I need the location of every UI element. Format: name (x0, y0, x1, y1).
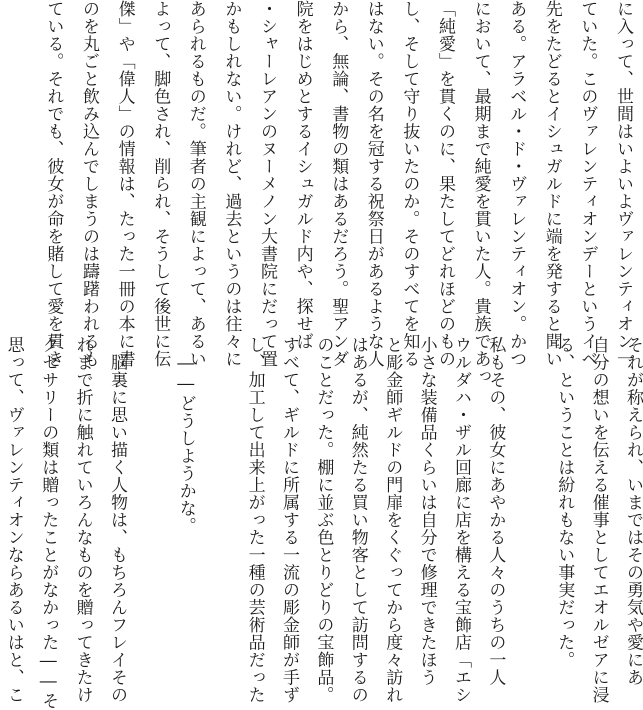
text-line: クセサリーの類は贈ったことがなかった――そ (38, 336, 59, 710)
text-line: れまで折に触れていろんなものを贈ってきたけ (72, 336, 93, 704)
text-line: し、加工して出来上がった一種の芸術品だった (244, 336, 265, 704)
text-line: し、そして守り抜いたのか。そのすべてを知る (399, 0, 420, 368)
text-line: 院をはじめとするイシュガルド内や、探せば (292, 0, 313, 350)
text-line: から、無論、書物の類はあるだろう。聖アンダ (328, 0, 349, 368)
text-line: 脳裏に思い描く人物は、もちろんフレイその (107, 336, 127, 704)
text-line: ある。アラベル・ド・ヴァレンティオン。かつ (506, 0, 527, 368)
text-line: において、最期まで純愛を貫いた人。貴族であっ (470, 0, 491, 385)
text-line: 傑」や「偉人」の情報は、たった一冊の本に書 (114, 0, 135, 368)
text-line: 小さな装備品くらいは自分で修理できたほう (416, 336, 437, 686)
text-line: る、ということは紛れもない事実だった。 (554, 336, 575, 669)
text-line: ・シャーレアンのヌーメノン大書院にだって置 (257, 0, 277, 368)
text-line: あられるものだ。筆者の主観によって、あるい (185, 0, 206, 368)
text-line: ウルダハ・ザル回廊に店を構える宝飾店「エシ (451, 336, 471, 704)
text-line: に入って、世間はいよいよヴァレンティオン一 (613, 0, 633, 368)
text-line: 先をたどるとイシュガルドに端を発すると聞い (541, 0, 562, 368)
text-line: かもしれない。けれど、過去というのは往々に (221, 0, 242, 368)
text-line: はあるが、純然たる買い物客として訪問するの (347, 336, 368, 704)
text-line: 自分の想いを伝える催事としてエオルゼアに浸 (588, 336, 609, 704)
text-line: すべて、ギルドに所属する一流の彫金師が手ず (279, 336, 299, 704)
text-line: それが称えられ、いまではその勇気や愛にあ (623, 336, 643, 686)
text-line: 思って、ヴァレンティオンならあるいはと、こ (3, 336, 24, 704)
text-line: ――どうしようかな。 (175, 336, 196, 535)
text-line: よって、脚色され、削られ、そうして後世に伝 (150, 0, 171, 368)
text-line: と彫金師ギルドの門扉をくぐってから度々訪れ (382, 336, 403, 704)
text-line: 「純愛」を貫くのに、果たしてどれほどのもの (435, 0, 455, 368)
text-line: のことだった。棚に並ぶ色とりどりの宝飾品。 (313, 336, 334, 704)
text-line: ていた。このヴァレンティオンデーというイベ (577, 0, 598, 368)
text-line: はない。その名を冠する祝祭日があるような人 (363, 0, 384, 368)
text-line: 私もその、彼女にあやかる人々のうちの一人 (485, 336, 506, 686)
text-line: ている。それでも、彼女が命を賭して愛を貫き (43, 0, 64, 368)
text-line: のを丸ごと飲み込んでしまうのは躊躇われるも (79, 0, 99, 368)
